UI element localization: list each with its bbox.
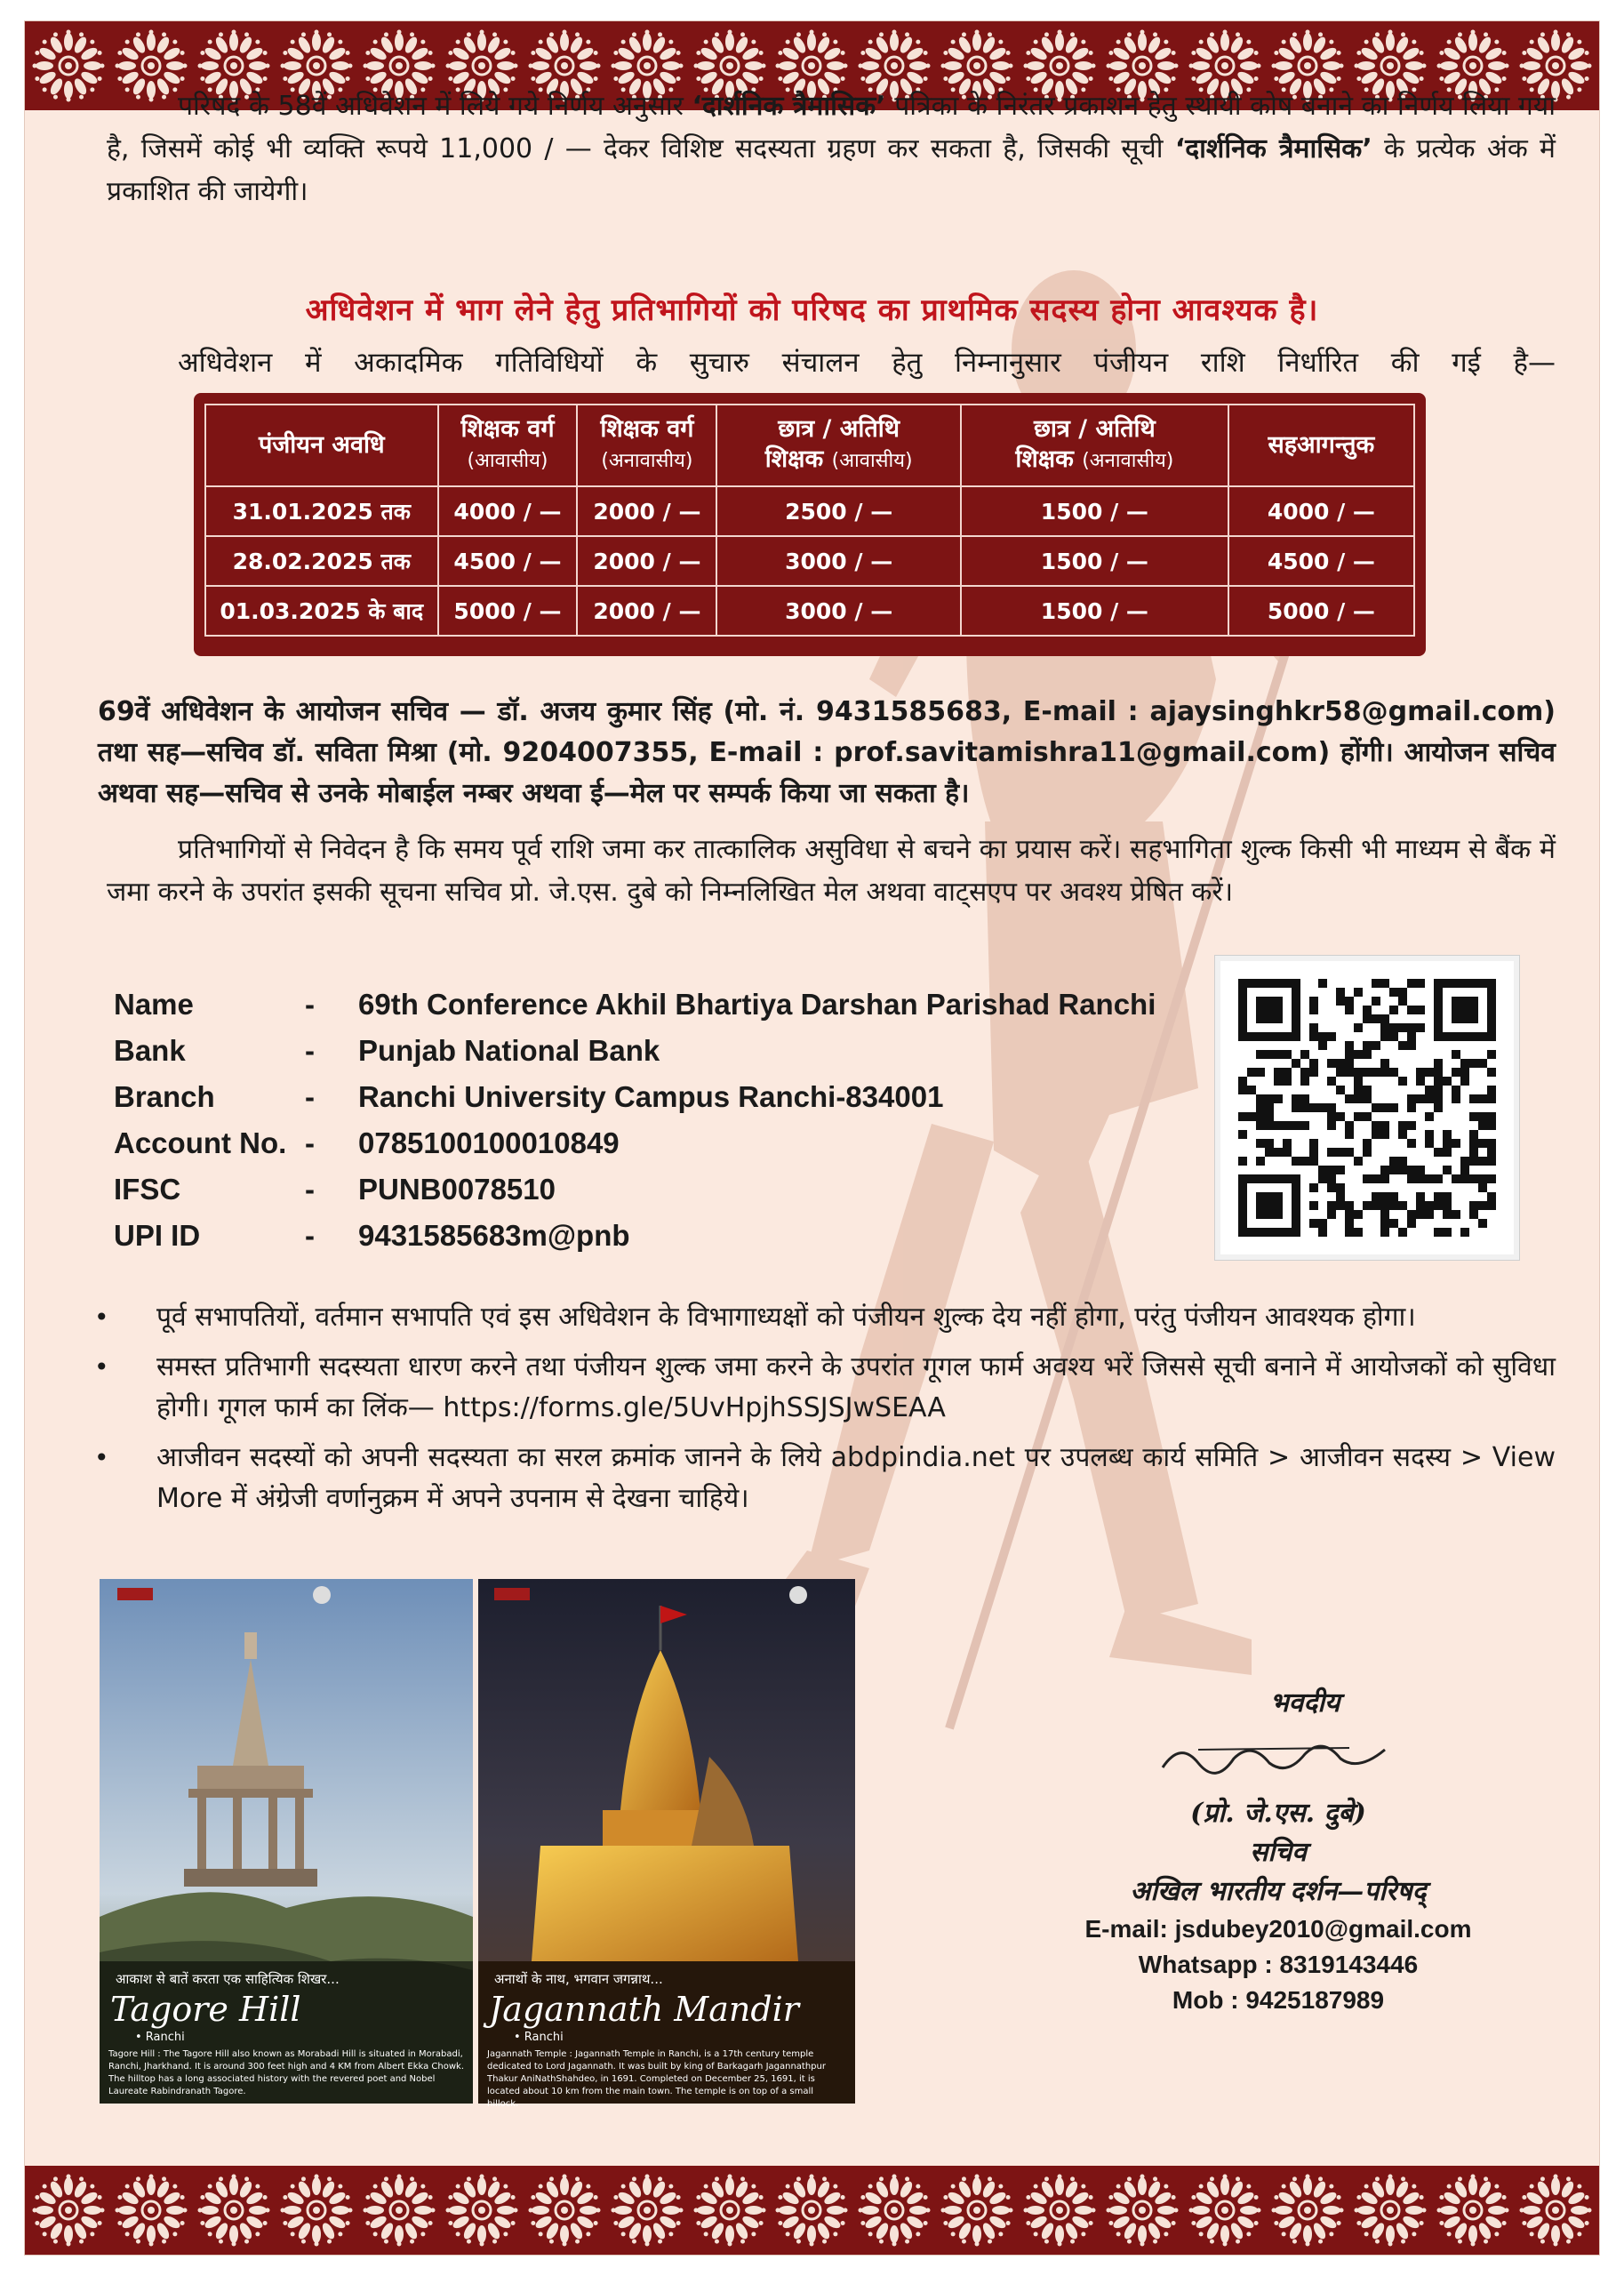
registration-fee-table (194, 393, 1426, 656)
intro-text-3: के प्रत्येक अंक में प्रकाशित की जायेगी। (107, 133, 1556, 207)
jagannath-description: Jagannath Temple : Jagannath Temple in Ranchi, is a 17th century temple dedicated to Lord Jagannath. It was built by king of Barkagarh Jagannathpur Thakur AniNathShahdeo, in 1691. Completed on December 25, 1691, it is located about 10 km from the main town. The temple is on top of a small hillock. (487, 2049, 826, 2109)
bank-dash: - (305, 1173, 315, 1206)
bank-label: Bank (114, 1034, 186, 1067)
tagore-hill-photo (100, 1579, 473, 2104)
organization-name: अखिल भारतीय दर्शन—परिषद् (1130, 1876, 1427, 1907)
bank-row-account (114, 1120, 1247, 1166)
rosette-icon (1104, 2172, 1180, 2248)
fee-table-header (205, 405, 1414, 486)
tagore-description: Tagore Hill : The Tagore Hill also known as Morabadi Hill is situated in Morabadi, Ranchi, Jharkhand. It is around 300 feet high and 4 KM from Albert Ekka Chowk. The hilltop has a long associated history with the revered poet and Nobel Laureate Rabindranath Tagore. (108, 2049, 465, 2096)
bank-dash: - (305, 1219, 315, 1252)
closing-text: भवदीय (1269, 1687, 1340, 1719)
table-cell: 01.03.2025 के बाद (205, 586, 438, 636)
bank-value: 69th Conference Akhil Bhartiya Darshan Parishad Ranchi (358, 988, 1156, 1021)
signatory-whatsapp: Whatsapp : 8319143446 (1138, 1951, 1419, 1978)
rosette-icon (444, 2172, 520, 2248)
list-item-text: आजीवन सदस्यों को अपनी सदस्यता का सरल क्रमांक जानने के लिये abdpindia.net पर उपलब्ध कार्य समिति > आजीवन सदस्य > View More में अंग्रेजी वर्णानुक्रम में अपने उपनाम से देखना चाहिये। (156, 1442, 1556, 1514)
table-cell: 1500 / — (961, 586, 1228, 636)
bank-label: Account No. (114, 1126, 287, 1159)
table-cell: 28.02.2025 तक (205, 536, 438, 586)
table-cell: 4000 / — (1228, 486, 1414, 536)
qr-code-icon (1220, 961, 1514, 1254)
rosette-icon (856, 2172, 932, 2248)
organizer-contact-paragraph: 69वें अधिवेशन के आयोजन सचिव — डॉ. अजय कुमार सिंह (मो. नं. 9431585683, E-mail : ajaysinghkr58@gmail.com) तथा सह—सचिव डॉ. सविता मिश्रा (मो. 9204007355, E-mail : prof.savitamishra11@gmail.com) होंगी। आयोजन सचिव अथवा सह—सचिव से उनके मोबाईल नम्बर अथवा ई—मेल पर सम्पर्क किया जा सकता है। (98, 696, 1556, 809)
registration-intro: अधिवेशन में अकादमिक गतिविधियों के सुचारु संचालन हेतु निम्नानुसार पंजीयन राशि निर्धारित की गई है— (178, 347, 1556, 379)
table-cell: 2000 / — (577, 486, 716, 536)
header-student-residential: छात्र / अतिथि शिक्षक (आवासीय) (716, 405, 961, 486)
signature-mark (1145, 1723, 1412, 1794)
table-cell: 4500 / — (1228, 536, 1414, 586)
rosette-icon (692, 2172, 768, 2248)
rosette-icon (1435, 2172, 1511, 2248)
bank-label: IFSC (114, 1173, 181, 1206)
list-item (89, 1297, 1556, 1338)
journal-name: ‘दार्शनिक त्रैमासिक’ (692, 91, 886, 122)
bullet-icon: • (94, 1352, 109, 1382)
list-item-text-google-form[interactable]: समस्त प्रतिभागी सदस्यता धारण करने तथा पंजीयन शुल्क जमा करने के उपरांत गूगल फार्म अवश्य भरें जिससे सूची बनाने में आयोजकों को सुविधा होगी। गूगल फार्म का लिंक— https://forms.gle/5UvHpjhSSJSJwSEAA (156, 1351, 1556, 1423)
intro-text-2: पत्रिका के निरंतर प्रकाशन हेतु स्थायी कोष बनाने का निर्णय लिया गया है, जिसमें कोई भी व्यक्ति रूपये 11,000 / — देकर विशिष्ट सदस्यता ग्रहण कर सकता है, जिसकी सूची (107, 91, 1556, 164)
rosette-icon (609, 2172, 685, 2248)
header-teacher-residential: शिक्षक वर्ग (आवासीय) (438, 405, 578, 486)
bank-value: PUNB0078510 (358, 1173, 556, 1206)
table-row (205, 536, 1414, 586)
bank-dash: - (305, 988, 315, 1021)
header-companion: सहआगन्तुक (1228, 405, 1414, 486)
handwritten-signature (1038, 1723, 1518, 1794)
rosette-icon (113, 2172, 189, 2248)
rosette-icon (526, 2172, 603, 2248)
jagannath-title: Jagannath Mandir (489, 1990, 799, 2029)
rosette-icon (278, 2172, 355, 2248)
membership-notice: अधिवेशन में भाग लेने हेतु प्रतिभागियों को परिषद का प्राथमिक सदस्य होना आवश्यक है। (305, 293, 1319, 328)
bank-row-branch (114, 1074, 1247, 1120)
intro-paragraph (107, 85, 1556, 213)
rosette-icon (1269, 2172, 1346, 2248)
jagannath-tagline: अनाथों के नाथ, भगवान जगन्नाथ... (494, 1971, 663, 1987)
list-item-text: पूर्व सभापतियों, वर्तमान सभापति एवं इस अधिवेशन के विभागाध्यक्षों को पंजीयन शुल्क देय नहीं होगा, परंतु पंजीयन आवश्यक होगा। (156, 1302, 1416, 1333)
table-cell: 31.01.2025 तक (205, 486, 438, 536)
intro-text-1: परिषद के 58वें अधिवेशन में लिये गये निर्णय अनुसार (178, 91, 692, 122)
tagore-subtitle: • Ranchi (135, 2031, 185, 2044)
bank-dash: - (305, 1126, 315, 1159)
bank-row-name (114, 982, 1247, 1028)
bank-details (114, 982, 1247, 1259)
header-teacher-nonresidential: शिक्षक वर्ग (अनावासीय) (577, 405, 716, 486)
tagore-title: Tagore Hill (110, 1990, 301, 2029)
bank-dash: - (305, 1080, 315, 1113)
list-item (89, 1438, 1556, 1519)
rosette-icon (196, 2172, 272, 2248)
signatory-name: (प्रो. जे.एस. दुबे) (1190, 1798, 1366, 1829)
bank-label: Branch (114, 1080, 215, 1113)
header-period: पंजीयन अवधि (205, 405, 438, 486)
bank-row-ifsc (114, 1166, 1247, 1213)
rosette-icon (1187, 2172, 1263, 2248)
table-cell: 4500 / — (438, 536, 578, 586)
rosette-icon (30, 2172, 107, 2248)
table-cell: 3000 / — (716, 536, 961, 586)
payment-request-paragraph: प्रतिभागियों से निवेदन है कि समय पूर्व राशि जमा कर तात्कालिक असुविधा से बचने का प्रयास करें। सहभागिता शुल्क किसी भी माध्यम से बैंक में जमा करने के उपरांत इसकी सूचना सचिव प्रो. जे.एस. दुबे को निम्नलिखित मेल अथवा वाट्सएप पर अवश्य प्रेषित करें। (107, 834, 1556, 908)
rosette-icon (1517, 2172, 1594, 2248)
jagannath-mandir-photo (478, 1579, 855, 2109)
signature-block (1038, 1684, 1518, 2018)
bank-dash: - (305, 1034, 315, 1067)
bank-label: UPI ID (114, 1219, 201, 1252)
table-cell: 5000 / — (1228, 586, 1414, 636)
table-cell: 1500 / — (961, 486, 1228, 536)
table-cell: 2000 / — (577, 536, 716, 586)
bullet-icon: • (94, 1302, 109, 1332)
bank-value: Punjab National Bank (358, 1034, 660, 1067)
signatory-email[interactable]: E-mail: jsdubey2010@gmail.com (1084, 1915, 1472, 1943)
decorative-border-bottom (25, 2166, 1599, 2255)
rosette-icon (30, 28, 107, 104)
bank-value: Ranchi University Campus Ranchi-834001 (358, 1080, 944, 1113)
tagore-tagline: आकाश से बातें करता एक साहित्यिक शिखर... (116, 1971, 340, 1987)
notice-page (25, 21, 1599, 2255)
notes-list (89, 1297, 1556, 1528)
table-cell: 4000 / — (438, 486, 578, 536)
upi-qr-code[interactable] (1220, 961, 1514, 1254)
rosette-icon (1352, 2172, 1428, 2248)
rosette-icon (939, 2172, 1015, 2248)
table-row (205, 486, 1414, 536)
bullet-icon: • (94, 1443, 109, 1472)
rosette-icon (1021, 2172, 1098, 2248)
bank-value: 0785100100010849 (358, 1126, 620, 1159)
table-cell: 2000 / — (577, 586, 716, 636)
signatory-mobile: Mob : 9425187989 (1172, 1986, 1385, 2014)
list-item (89, 1347, 1556, 1429)
bank-row-bank (114, 1028, 1247, 1074)
journal-name-2: ‘दार्शनिक त्रैमासिक’ (1174, 133, 1372, 164)
rosette-icon (361, 2172, 437, 2248)
header-student-nonresidential: छात्र / अतिथि शिक्षक (अनावासीय) (961, 405, 1228, 486)
table-cell: 2500 / — (716, 486, 961, 536)
jagannath-subtitle: • Ranchi (514, 2031, 564, 2044)
bank-label: Name (114, 988, 194, 1021)
bank-row-upi (114, 1213, 1247, 1259)
table-cell: 1500 / — (961, 536, 1228, 586)
table-cell: 5000 / — (438, 586, 578, 636)
table-row (205, 586, 1414, 636)
table-cell: 3000 / — (716, 586, 961, 636)
signatory-designation: सचिव (1250, 1837, 1307, 1868)
rosette-icon (773, 2172, 850, 2248)
bank-value: 9431585683m@pnb (358, 1219, 630, 1252)
